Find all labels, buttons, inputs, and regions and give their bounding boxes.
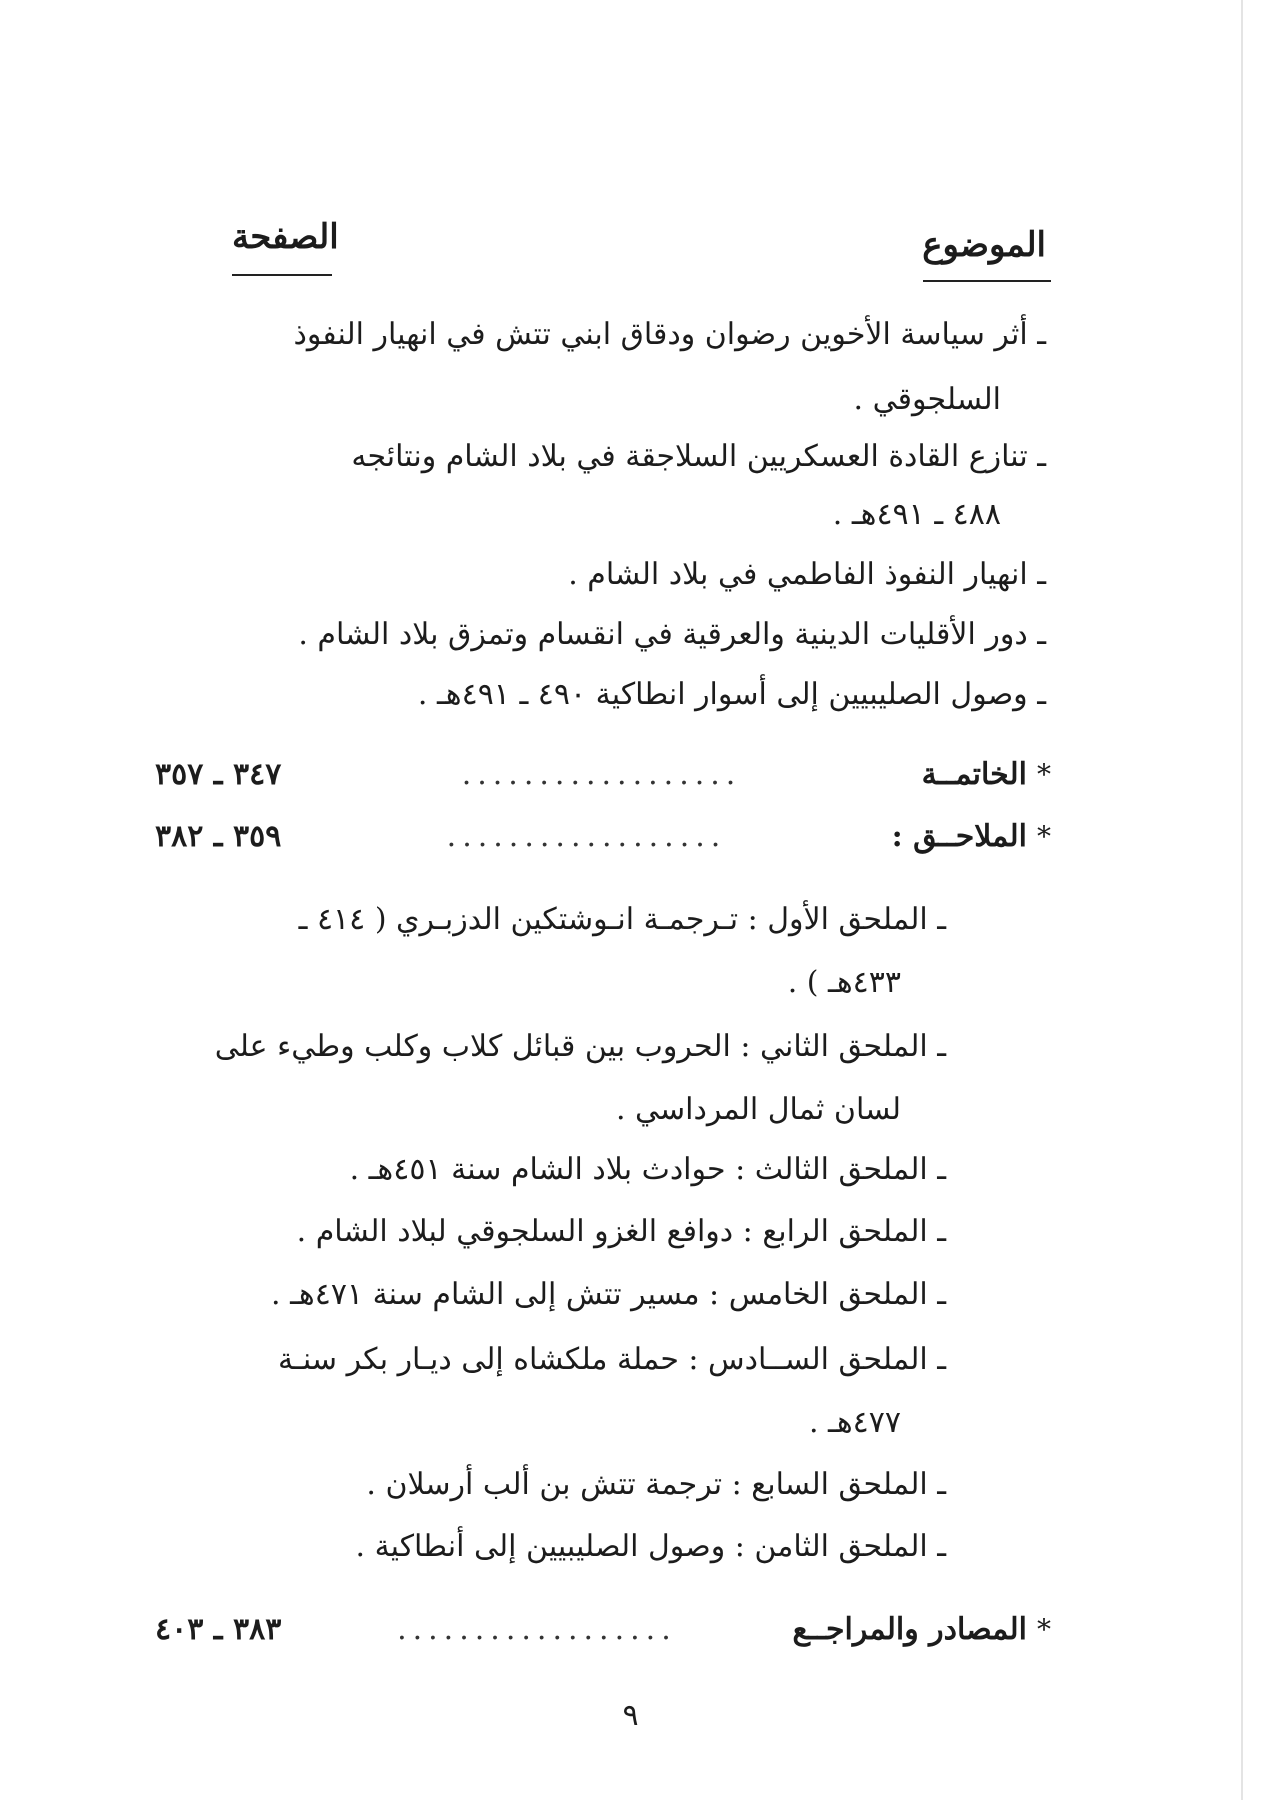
appendix-entry: ـ الملحق السابع : ترجمة تتش بن ألب أرسلان . bbox=[366, 1467, 946, 1502]
appendix-entry: ـ الملحق الرابع : دوافع الغزو السلجوقي لبلاد الشام . bbox=[296, 1214, 946, 1249]
topic-column-header: الموضوع bbox=[922, 225, 1046, 265]
page-number: ٩ bbox=[622, 1698, 639, 1733]
section-title: الملاحــق : bbox=[891, 819, 1027, 854]
appendix-entry-continuation: ٤٧٧هـ . bbox=[808, 1405, 901, 1440]
toc-entry-continuation: ٤٨٨ ـ ٤٩١هـ . bbox=[832, 497, 1001, 532]
asterisk-marker: * bbox=[1037, 1613, 1051, 1646]
toc-entry-continuation: السلجوقي . bbox=[853, 382, 1001, 417]
toc-section-appendices bbox=[155, 819, 1051, 854]
appendix-entry: ـ الملحق الســادس : حملة ملكشاه إلى ديـار بكر سنـة bbox=[277, 1342, 946, 1377]
toc-entry: ـ دور الأقليات الدينية والعرقية في انقسام وتمزق بلاد الشام . bbox=[298, 617, 1046, 652]
section-title: المصادر والمراجــع bbox=[792, 1612, 1027, 1647]
toc-entry: ـ وصول الصليبيين إلى أسوار انطاكية ٤٩٠ ـ ٤٩١هـ . bbox=[417, 677, 1046, 712]
toc-entry: ـ أثر سياسة الأخوين رضوان ودقاق ابني تتش في انهيار النفوذ bbox=[293, 317, 1046, 352]
appendix-entry-continuation: لسان ثمال المرداسي . bbox=[615, 1092, 901, 1127]
toc-section-references bbox=[155, 1612, 1051, 1647]
leader-dots: .................. bbox=[397, 1615, 677, 1645]
page-edge bbox=[1241, 0, 1243, 1800]
toc-section-conclusion bbox=[155, 757, 1051, 792]
appendix-entry: ـ الملحق الثاني : الحروب بين قبائل كلاب وكلب وطيء على bbox=[214, 1029, 946, 1064]
appendix-entry: ـ الملحق الثامن : وصول الصليبيين إلى أنطاكية . bbox=[355, 1529, 946, 1564]
leader-dots: .................. bbox=[446, 822, 727, 852]
page-range: ٣٤٧ ـ ٣٥٧ bbox=[155, 757, 282, 792]
appendix-entry-continuation: ٤٣٣هـ ) . bbox=[787, 965, 901, 1000]
toc-entry: ـ انهيار النفوذ الفاطمي في بلاد الشام . bbox=[568, 557, 1046, 592]
page-header-underline bbox=[232, 274, 332, 276]
appendix-entry: ـ الملحق الأول : تـرجمـة انـوشتكين الدزبـري ( ٤١٤ ـ bbox=[298, 902, 946, 937]
appendix-entry: ـ الملحق الثالث : حوادث بلاد الشام سنة ٤٥١هـ . bbox=[349, 1152, 946, 1187]
appendix-entry: ـ الملحق الخامس : مسير تتش إلى الشام سنة ٤٧١هـ . bbox=[271, 1277, 946, 1312]
page-column-header: الصفحة bbox=[232, 217, 339, 257]
topic-header-underline bbox=[923, 280, 1051, 282]
asterisk-marker: * bbox=[1037, 820, 1051, 853]
asterisk-marker: * bbox=[1037, 758, 1051, 791]
section-title: الخاتمــة bbox=[921, 757, 1027, 792]
page-range: ٣٥٩ ـ ٣٨٢ bbox=[155, 819, 282, 854]
page-range: ٣٨٣ ـ ٤٠٣ bbox=[155, 1612, 282, 1647]
leader-dots: .................. bbox=[461, 760, 742, 790]
toc-entry: ـ تنازع القادة العسكريين السلاجقة في بلاد الشام ونتائجه bbox=[351, 439, 1046, 474]
